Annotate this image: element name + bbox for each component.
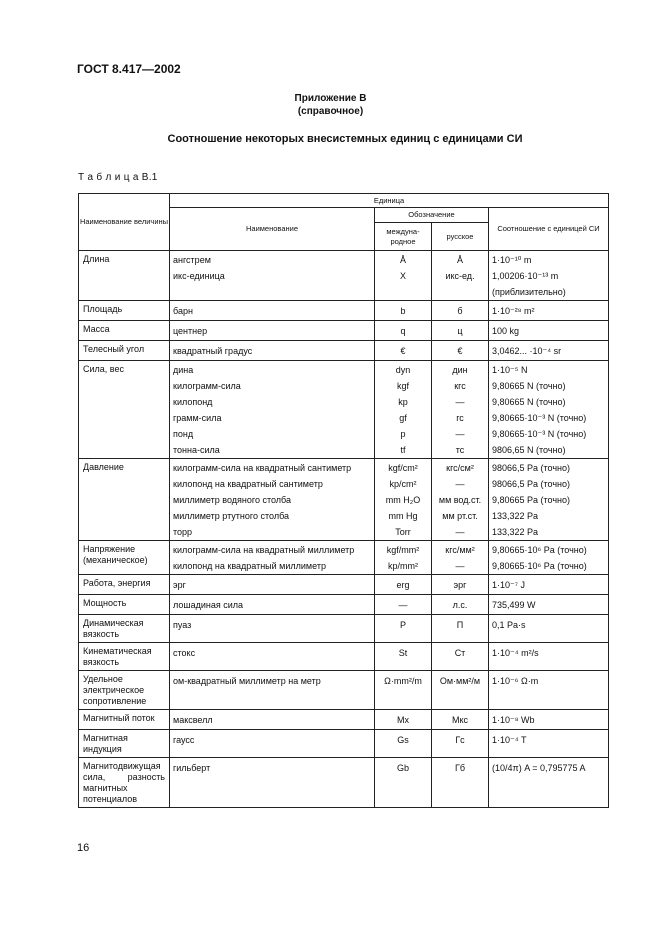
cell-line: дина xyxy=(173,365,194,375)
unit-name-cell xyxy=(170,321,375,341)
table-row xyxy=(79,341,609,361)
rus-symbol-cell xyxy=(432,671,489,710)
cell-line: миллиметр водяного столба xyxy=(173,495,291,505)
cell-line: килограмм-сила на квадратный сантиметр xyxy=(173,463,352,473)
cell-line: kgf xyxy=(396,381,409,391)
intl-symbol-cell xyxy=(375,301,432,321)
cell-line: (приблизительно) xyxy=(492,287,566,297)
col-header-unit-group: Единица xyxy=(170,194,609,208)
cell-line: максвелл xyxy=(173,715,213,725)
cell-line: 3,0462... ·10⁻⁴ sr xyxy=(492,346,562,356)
cell-line: Ст xyxy=(454,648,466,658)
cell-line: миллиметр ртутного столба xyxy=(173,511,290,521)
cell-line: ом-квадратный миллиметр на метр xyxy=(173,676,321,686)
cell-line: Mx xyxy=(397,715,409,725)
quantity-cell: Масса xyxy=(79,321,170,341)
col-header-quantity: Наименование величины xyxy=(79,194,170,251)
cell-line: 1·10⁻⁴ T xyxy=(492,735,527,745)
table-row xyxy=(79,710,609,730)
table-row xyxy=(79,730,609,758)
appendix-label: Приложение В xyxy=(294,93,367,104)
unit-name-cell xyxy=(170,541,375,575)
rus-symbol-cell xyxy=(432,341,489,361)
unit-name-cell xyxy=(170,730,375,758)
cell-line: икс-единица xyxy=(173,271,225,281)
cell-line: 9,80665·10⁶ Pa (точно) xyxy=(492,561,587,571)
table-row xyxy=(79,575,609,595)
cell-line: тс xyxy=(455,445,465,455)
cell-line: 9806,65 N (точно) xyxy=(492,445,566,455)
cell-line: — xyxy=(398,600,408,610)
cell-line: грамм-сила xyxy=(173,413,222,423)
cell-line: килограмм-сила xyxy=(173,381,241,391)
unit-name-cell xyxy=(170,643,375,671)
rus-symbol-cell xyxy=(432,615,489,643)
quantity-cell: Магнитная индукция xyxy=(79,730,170,758)
cell-line: erg xyxy=(396,580,410,590)
cell-line: (10/4π) A = 0,795775 A xyxy=(492,763,586,773)
cell-line: дин xyxy=(452,365,468,375)
cell-line: 133,322 Pa xyxy=(492,511,539,521)
unit-name-cell xyxy=(170,459,375,541)
appendix-note: (справочное) xyxy=(297,106,364,117)
cell-line: килопонд xyxy=(173,397,213,407)
rus-symbol-cell xyxy=(432,730,489,758)
relation-cell xyxy=(489,595,609,615)
table-row xyxy=(79,671,609,710)
quantity-cell: Площадь xyxy=(79,301,170,321)
cell-line: kgf/mm² xyxy=(386,545,420,555)
rus-symbol-cell xyxy=(432,758,489,808)
cell-line: 100 kg xyxy=(492,326,520,336)
intl-symbol-cell xyxy=(375,758,432,808)
cell-line: 1·10⁻¹⁰ m xyxy=(492,255,532,265)
cell-line: икс-ед. xyxy=(445,271,475,281)
intl-symbol-cell xyxy=(375,671,432,710)
quantity-cell: Магнитный поток xyxy=(79,710,170,730)
cell-line: b xyxy=(400,306,406,316)
cell-line: € xyxy=(400,346,406,356)
cell-line: gf xyxy=(399,413,407,423)
quantity-cell: Напряжение (механическое) xyxy=(79,541,170,575)
col-header-designation: Обозначение xyxy=(375,208,489,223)
cell-line: — xyxy=(455,527,465,537)
relation-cell xyxy=(489,251,609,301)
cell-line: центнер xyxy=(173,326,208,336)
cell-line: mm Hg xyxy=(388,511,418,521)
table-label: Т а б л и ц а В.1 xyxy=(78,172,158,183)
cell-line: Гс xyxy=(455,735,465,745)
cell-line: П xyxy=(456,620,464,630)
relation-cell xyxy=(489,321,609,341)
cell-line: 1·10⁻⁶ Ω·m xyxy=(492,676,539,686)
cell-line: — xyxy=(455,479,465,489)
intl-symbol-cell xyxy=(375,361,432,459)
cell-line: гаусс xyxy=(173,735,195,745)
rus-symbol-cell xyxy=(432,541,489,575)
units-table xyxy=(78,193,609,808)
cell-line: понд xyxy=(173,429,194,439)
cell-line: 9,80665 N (точно) xyxy=(492,381,566,391)
table-row xyxy=(79,361,609,459)
cell-line: Мкс xyxy=(451,715,469,725)
cell-line: стокс xyxy=(173,648,196,658)
col-header-intl: междуна-родное xyxy=(375,223,432,251)
relation-cell xyxy=(489,575,609,595)
intl-symbol-cell xyxy=(375,251,432,301)
cell-line: 133,322 Pa xyxy=(492,527,539,537)
table-row xyxy=(79,541,609,575)
quantity-cell: Динамическая вязкость xyxy=(79,615,170,643)
cell-line: Gs xyxy=(397,735,409,745)
cell-line: € xyxy=(457,346,463,356)
quantity-cell: Работа, энергия xyxy=(79,575,170,595)
cell-line: kp/mm² xyxy=(388,561,418,571)
cell-line: мм рт.ст. xyxy=(442,511,478,521)
cell-line: 98066,5 Pa (точно) xyxy=(492,463,571,473)
intl-symbol-cell xyxy=(375,459,432,541)
cell-line: 1·10⁻⁵ N xyxy=(492,365,528,375)
quantity-cell: Кинематическая вязкость xyxy=(79,643,170,671)
cell-line: барн xyxy=(173,306,193,316)
cell-line: 1,00206·10⁻¹³ m xyxy=(492,271,559,281)
rus-symbol-cell xyxy=(432,710,489,730)
cell-line: кгс/мм² xyxy=(445,545,475,555)
cell-line: 9,80665·10⁻³ N (точно) xyxy=(492,413,587,423)
cell-line: тонна-сила xyxy=(173,445,220,455)
intl-symbol-cell xyxy=(375,575,432,595)
cell-line: кгс/см² xyxy=(446,463,474,473)
quantity-cell: Мощность xyxy=(79,595,170,615)
cell-line: dyn xyxy=(395,365,411,375)
quantity-cell: Телесный угол xyxy=(79,341,170,361)
intl-symbol-cell xyxy=(375,341,432,361)
unit-name-cell xyxy=(170,301,375,321)
cell-line: торр xyxy=(173,527,193,537)
cell-line: 1·10⁻⁸ Wb xyxy=(492,715,535,725)
col-header-relation: Соотношение с единицей СИ xyxy=(489,208,609,251)
cell-line: Torr xyxy=(395,527,411,537)
intl-symbol-cell xyxy=(375,321,432,341)
intl-symbol-cell xyxy=(375,730,432,758)
cell-line: килограмм-сила на квадратный миллиметр xyxy=(173,545,355,555)
cell-line: kp/cm² xyxy=(389,479,417,489)
cell-line: kp xyxy=(398,397,408,407)
cell-line: Å xyxy=(399,255,406,265)
cell-line: P xyxy=(399,620,406,630)
intl-symbol-cell xyxy=(375,710,432,730)
rus-symbol-cell xyxy=(432,575,489,595)
cell-line: ангстрем xyxy=(173,255,211,265)
relation-cell xyxy=(489,541,609,575)
cell-line: Gb xyxy=(396,763,409,773)
cell-line: kgf/cm² xyxy=(388,463,418,473)
rus-symbol-cell xyxy=(432,361,489,459)
intl-symbol-cell xyxy=(375,541,432,575)
rus-symbol-cell xyxy=(432,301,489,321)
unit-name-cell xyxy=(170,251,375,301)
table-row xyxy=(79,251,609,301)
cell-line: гильберт xyxy=(173,763,211,773)
cell-line: эрг xyxy=(453,580,467,590)
intl-symbol-cell xyxy=(375,615,432,643)
col-header-rus: русское xyxy=(432,223,489,251)
appendix-heading xyxy=(0,92,661,118)
cell-line: 1·10⁻⁴ m²/s xyxy=(492,648,539,658)
cell-line: л.с. xyxy=(452,600,468,610)
intl-symbol-cell xyxy=(375,595,432,615)
page-title: Соотношение некоторых внесистемных единиц с единицами СИ xyxy=(167,133,523,145)
cell-line: Å xyxy=(456,255,463,265)
cell-line: p xyxy=(400,429,406,439)
quantity-cell: Длина xyxy=(79,251,170,301)
cell-line: Ω·mm²/m xyxy=(384,676,422,686)
cell-line: q xyxy=(400,326,406,336)
cell-line: эрг xyxy=(173,580,186,590)
cell-line: квадратный градус xyxy=(173,346,253,356)
unit-name-cell xyxy=(170,575,375,595)
cell-line: 98066,5 Pa (точно) xyxy=(492,479,571,489)
relation-cell xyxy=(489,643,609,671)
table-row xyxy=(79,758,609,808)
standard-code: ГОСТ 8.417—2002 xyxy=(77,62,181,76)
relation-cell xyxy=(489,361,609,459)
page-number: 16 xyxy=(77,842,90,854)
unit-name-cell xyxy=(170,341,375,361)
cell-line: килопонд на квадратный сантиметр xyxy=(173,479,323,489)
unit-name-cell xyxy=(170,361,375,459)
cell-line: мм вод.ст. xyxy=(438,495,482,505)
cell-line: — xyxy=(455,397,465,407)
cell-line: — xyxy=(455,561,465,571)
unit-name-cell xyxy=(170,615,375,643)
cell-line: 9,80665·10⁶ Pa (точно) xyxy=(492,545,587,555)
cell-line: tf xyxy=(400,445,406,455)
cell-line xyxy=(375,284,431,300)
cell-line: 9,80665·10⁻³ N (точно) xyxy=(492,429,587,439)
relation-cell xyxy=(489,459,609,541)
quantity-cell: Магнитодвижущая сила, разность магнитных потенциалов xyxy=(79,758,170,808)
table-row xyxy=(79,595,609,615)
relation-cell xyxy=(489,758,609,808)
rus-symbol-cell xyxy=(432,459,489,541)
cell-line: X xyxy=(399,271,406,281)
table-row xyxy=(79,643,609,671)
cell-line xyxy=(432,284,488,300)
cell-line: лошадиная сила xyxy=(173,600,243,610)
cell-line: кгс xyxy=(454,381,466,391)
unit-name-cell xyxy=(170,710,375,730)
relation-cell xyxy=(489,710,609,730)
rus-symbol-cell xyxy=(432,321,489,341)
cell-line: Ом·мм²/м xyxy=(439,676,481,686)
relation-cell xyxy=(489,615,609,643)
cell-line: 1·10⁻⁷ J xyxy=(492,580,526,590)
unit-name-cell xyxy=(170,595,375,615)
cell-line: 9,80665 Pa (точно) xyxy=(492,495,571,505)
rus-symbol-cell xyxy=(432,595,489,615)
relation-cell xyxy=(489,730,609,758)
cell-line: mm H₂O xyxy=(385,495,421,505)
cell-line: 1·10⁻²⁸ m² xyxy=(492,306,535,316)
cell-line: 9,80665 N (точно) xyxy=(492,397,566,407)
cell-line: 0,1 Pa·s xyxy=(492,620,526,630)
rus-symbol-cell xyxy=(432,251,489,301)
rus-symbol-cell xyxy=(432,643,489,671)
table-row xyxy=(79,615,609,643)
quantity-cell: Сила, вес xyxy=(79,361,170,459)
cell-line: Гб xyxy=(454,763,466,773)
cell-line: St xyxy=(398,648,408,658)
cell-line: 735,499 W xyxy=(492,600,536,610)
table-row xyxy=(79,301,609,321)
cell-line: гс xyxy=(456,413,464,423)
unit-name-cell xyxy=(170,671,375,710)
cell-line: б xyxy=(457,306,463,316)
quantity-cell: Удельное электрическое сопротивление xyxy=(79,671,170,710)
cell-line: ц xyxy=(457,326,463,336)
relation-cell xyxy=(489,671,609,710)
intl-symbol-cell xyxy=(375,643,432,671)
relation-cell xyxy=(489,301,609,321)
cell-line: пуаз xyxy=(173,620,192,630)
table-row xyxy=(79,321,609,341)
unit-name-cell xyxy=(170,758,375,808)
col-header-unit-name: Наименование xyxy=(170,208,375,251)
cell-line: — xyxy=(455,429,465,439)
table-row xyxy=(79,459,609,541)
cell-line xyxy=(173,284,374,300)
relation-cell xyxy=(489,341,609,361)
cell-line: килопонд на квадратный миллиметр xyxy=(173,561,326,571)
quantity-cell: Давление xyxy=(79,459,170,541)
